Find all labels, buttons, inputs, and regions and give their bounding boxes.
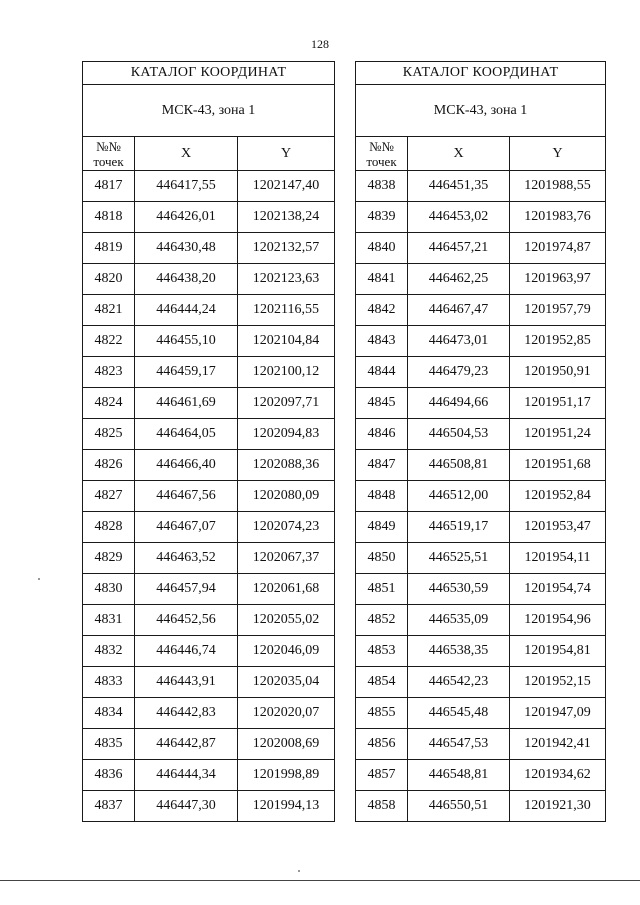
y-coordinate-cell: 1201994,13 <box>238 791 335 822</box>
catalog-body <box>83 171 335 822</box>
x-coordinate-cell: 446452,56 <box>135 605 238 636</box>
x-coordinate-cell: 446538,35 <box>408 636 510 667</box>
table-row <box>356 481 606 512</box>
x-coordinate-cell: 446442,83 <box>135 698 238 729</box>
point-number-cell: 4838 <box>356 171 408 202</box>
x-coordinate-cell: 446446,74 <box>135 636 238 667</box>
table-row <box>83 450 335 481</box>
y-coordinate-cell: 1201952,15 <box>510 667 606 698</box>
table-row <box>356 264 606 295</box>
point-number-cell: 4858 <box>356 791 408 822</box>
table-row <box>356 698 606 729</box>
point-number-cell: 4853 <box>356 636 408 667</box>
point-number-cell: 4822 <box>83 326 135 357</box>
table-row <box>83 667 335 698</box>
point-number-cell: 4849 <box>356 512 408 543</box>
y-coordinate-cell: 1202020,07 <box>238 698 335 729</box>
catalog-zone: МСК-43, зона 1 <box>356 85 606 137</box>
table-row <box>83 791 335 822</box>
y-coordinate-cell: 1201951,17 <box>510 388 606 419</box>
point-number-cell: 4842 <box>356 295 408 326</box>
y-coordinate-cell: 1201952,85 <box>510 326 606 357</box>
point-number-cell: 4846 <box>356 419 408 450</box>
x-coordinate-cell: 446461,69 <box>135 388 238 419</box>
table-row <box>356 667 606 698</box>
table-row <box>356 729 606 760</box>
y-coordinate-cell: 1201942,41 <box>510 729 606 760</box>
x-coordinate-cell: 446467,07 <box>135 512 238 543</box>
table-row <box>356 326 606 357</box>
y-coordinate-cell: 1201963,97 <box>510 264 606 295</box>
point-number-cell: 4855 <box>356 698 408 729</box>
y-coordinate-cell: 1201952,84 <box>510 481 606 512</box>
y-coordinate-cell: 1201950,91 <box>510 357 606 388</box>
table-row <box>356 760 606 791</box>
column-header-y: Y <box>510 137 606 171</box>
x-coordinate-cell: 446512,00 <box>408 481 510 512</box>
x-coordinate-cell: 446451,35 <box>408 171 510 202</box>
y-coordinate-cell: 1201951,24 <box>510 419 606 450</box>
y-coordinate-cell: 1202123,63 <box>238 264 335 295</box>
point-number-cell: 4843 <box>356 326 408 357</box>
table-row <box>83 357 335 388</box>
x-coordinate-cell: 446504,53 <box>408 419 510 450</box>
x-coordinate-cell: 446550,51 <box>408 791 510 822</box>
y-coordinate-cell: 1201921,30 <box>510 791 606 822</box>
point-number-cell: 4834 <box>83 698 135 729</box>
x-coordinate-cell: 446442,87 <box>135 729 238 760</box>
point-number-cell: 4837 <box>83 791 135 822</box>
column-header-x: X <box>135 137 238 171</box>
table-row <box>356 512 606 543</box>
table-row <box>356 574 606 605</box>
y-coordinate-cell: 1202097,71 <box>238 388 335 419</box>
table-row <box>83 202 335 233</box>
table-row <box>356 171 606 202</box>
point-number-cell: 4820 <box>83 264 135 295</box>
point-number-cell: 4817 <box>83 171 135 202</box>
point-number-cell: 4819 <box>83 233 135 264</box>
point-number-cell: 4826 <box>83 450 135 481</box>
x-coordinate-cell: 446459,17 <box>135 357 238 388</box>
x-coordinate-cell: 446430,48 <box>135 233 238 264</box>
point-number-cell: 4850 <box>356 543 408 574</box>
table-row <box>83 419 335 450</box>
table-row <box>356 295 606 326</box>
x-coordinate-cell: 446473,01 <box>408 326 510 357</box>
point-number-cell: 4824 <box>83 388 135 419</box>
x-coordinate-cell: 446453,02 <box>408 202 510 233</box>
x-coordinate-cell: 446479,23 <box>408 357 510 388</box>
table-row <box>356 791 606 822</box>
y-coordinate-cell: 1201954,96 <box>510 605 606 636</box>
x-coordinate-cell: 446443,91 <box>135 667 238 698</box>
x-coordinate-cell: 446455,10 <box>135 326 238 357</box>
point-number-cell: 4829 <box>83 543 135 574</box>
point-number-cell: 4835 <box>83 729 135 760</box>
y-coordinate-cell: 1201988,55 <box>510 171 606 202</box>
point-number-cell: 4818 <box>83 202 135 233</box>
y-coordinate-cell: 1202061,68 <box>238 574 335 605</box>
table-row <box>356 357 606 388</box>
point-number-cell: 4831 <box>83 605 135 636</box>
point-number-cell: 4856 <box>356 729 408 760</box>
table-row <box>83 574 335 605</box>
catalog-body <box>356 171 606 822</box>
x-coordinate-cell: 446545,48 <box>408 698 510 729</box>
catalog-title: КАТАЛОГ КООРДИНАТ <box>83 62 335 85</box>
table-row <box>83 326 335 357</box>
y-coordinate-cell: 1201954,81 <box>510 636 606 667</box>
x-coordinate-cell: 446457,94 <box>135 574 238 605</box>
catalog-title: КАТАЛОГ КООРДИНАТ <box>356 62 606 85</box>
table-row <box>356 233 606 264</box>
point-number-cell: 4833 <box>83 667 135 698</box>
x-coordinate-cell: 446530,59 <box>408 574 510 605</box>
y-coordinate-cell: 1202080,09 <box>238 481 335 512</box>
column-header-point-number: №№ точек <box>356 137 408 171</box>
point-number-cell: 4832 <box>83 636 135 667</box>
column-header-x: X <box>408 137 510 171</box>
table-row <box>83 760 335 791</box>
table-row <box>356 450 606 481</box>
table-row <box>83 636 335 667</box>
x-coordinate-cell: 446438,20 <box>135 264 238 295</box>
point-number-cell: 4821 <box>83 295 135 326</box>
coordinate-catalog-right <box>355 61 606 822</box>
y-coordinate-cell: 1202008,69 <box>238 729 335 760</box>
y-coordinate-cell: 1202100,12 <box>238 357 335 388</box>
y-coordinate-cell: 1202088,36 <box>238 450 335 481</box>
point-number-cell: 4839 <box>356 202 408 233</box>
point-number-cell: 4823 <box>83 357 135 388</box>
y-coordinate-cell: 1201954,74 <box>510 574 606 605</box>
point-number-cell: 4857 <box>356 760 408 791</box>
table-row <box>83 481 335 512</box>
table-row <box>83 388 335 419</box>
x-coordinate-cell: 446535,09 <box>408 605 510 636</box>
y-coordinate-cell: 1202116,55 <box>238 295 335 326</box>
point-number-cell: 4836 <box>83 760 135 791</box>
x-coordinate-cell: 446463,52 <box>135 543 238 574</box>
y-coordinate-cell: 1201951,68 <box>510 450 606 481</box>
column-header-point-number: №№ точек <box>83 137 135 171</box>
point-number-cell: 4847 <box>356 450 408 481</box>
x-coordinate-cell: 446444,34 <box>135 760 238 791</box>
table-row <box>356 605 606 636</box>
page-bottom-rule <box>0 880 640 881</box>
x-coordinate-cell: 446519,17 <box>408 512 510 543</box>
y-coordinate-cell: 1202138,24 <box>238 202 335 233</box>
x-coordinate-cell: 446447,30 <box>135 791 238 822</box>
point-number-cell: 4825 <box>83 419 135 450</box>
table-row <box>356 543 606 574</box>
table-row <box>83 233 335 264</box>
point-number-cell: 4845 <box>356 388 408 419</box>
y-coordinate-cell: 1202132,57 <box>238 233 335 264</box>
table-row <box>356 636 606 667</box>
point-number-cell: 4848 <box>356 481 408 512</box>
x-coordinate-cell: 446466,40 <box>135 450 238 481</box>
y-coordinate-cell: 1201954,11 <box>510 543 606 574</box>
table-row <box>83 543 335 574</box>
y-coordinate-cell: 1202074,23 <box>238 512 335 543</box>
scan-speck <box>38 578 40 580</box>
x-coordinate-cell: 446467,56 <box>135 481 238 512</box>
y-coordinate-cell: 1201998,89 <box>238 760 335 791</box>
point-number-cell: 4840 <box>356 233 408 264</box>
point-number-cell: 4854 <box>356 667 408 698</box>
y-coordinate-cell: 1201957,79 <box>510 295 606 326</box>
table-row <box>83 171 335 202</box>
x-coordinate-cell: 446426,01 <box>135 202 238 233</box>
point-number-cell: 4828 <box>83 512 135 543</box>
point-number-cell: 4851 <box>356 574 408 605</box>
x-coordinate-cell: 446444,24 <box>135 295 238 326</box>
y-coordinate-cell: 1202094,83 <box>238 419 335 450</box>
x-coordinate-cell: 446457,21 <box>408 233 510 264</box>
y-coordinate-cell: 1201934,62 <box>510 760 606 791</box>
x-coordinate-cell: 446462,25 <box>408 264 510 295</box>
y-coordinate-cell: 1201974,87 <box>510 233 606 264</box>
table-row <box>83 512 335 543</box>
table-row <box>83 729 335 760</box>
point-number-cell: 4841 <box>356 264 408 295</box>
x-coordinate-cell: 446542,23 <box>408 667 510 698</box>
catalog-zone: МСК-43, зона 1 <box>83 85 335 137</box>
x-coordinate-cell: 446494,66 <box>408 388 510 419</box>
scan-speck <box>298 870 300 872</box>
point-number-cell: 4852 <box>356 605 408 636</box>
x-coordinate-cell: 446464,05 <box>135 419 238 450</box>
table-row <box>83 264 335 295</box>
y-coordinate-cell: 1202035,04 <box>238 667 335 698</box>
y-coordinate-cell: 1202147,40 <box>238 171 335 202</box>
x-coordinate-cell: 446547,53 <box>408 729 510 760</box>
point-number-cell: 4844 <box>356 357 408 388</box>
coordinate-catalog-left <box>82 61 335 822</box>
x-coordinate-cell: 446467,47 <box>408 295 510 326</box>
column-header-y: Y <box>238 137 335 171</box>
y-coordinate-cell: 1201953,47 <box>510 512 606 543</box>
table-row <box>83 698 335 729</box>
point-number-cell: 4830 <box>83 574 135 605</box>
table-row <box>356 202 606 233</box>
page-number: 128 <box>311 37 329 51</box>
table-row <box>83 605 335 636</box>
x-coordinate-cell: 446548,81 <box>408 760 510 791</box>
table-row <box>356 419 606 450</box>
x-coordinate-cell: 446525,51 <box>408 543 510 574</box>
y-coordinate-cell: 1201983,76 <box>510 202 606 233</box>
table-row <box>83 295 335 326</box>
y-coordinate-cell: 1202046,09 <box>238 636 335 667</box>
x-coordinate-cell: 446508,81 <box>408 450 510 481</box>
table-row <box>356 388 606 419</box>
y-coordinate-cell: 1201947,09 <box>510 698 606 729</box>
y-coordinate-cell: 1202055,02 <box>238 605 335 636</box>
y-coordinate-cell: 1202067,37 <box>238 543 335 574</box>
x-coordinate-cell: 446417,55 <box>135 171 238 202</box>
y-coordinate-cell: 1202104,84 <box>238 326 335 357</box>
point-number-cell: 4827 <box>83 481 135 512</box>
